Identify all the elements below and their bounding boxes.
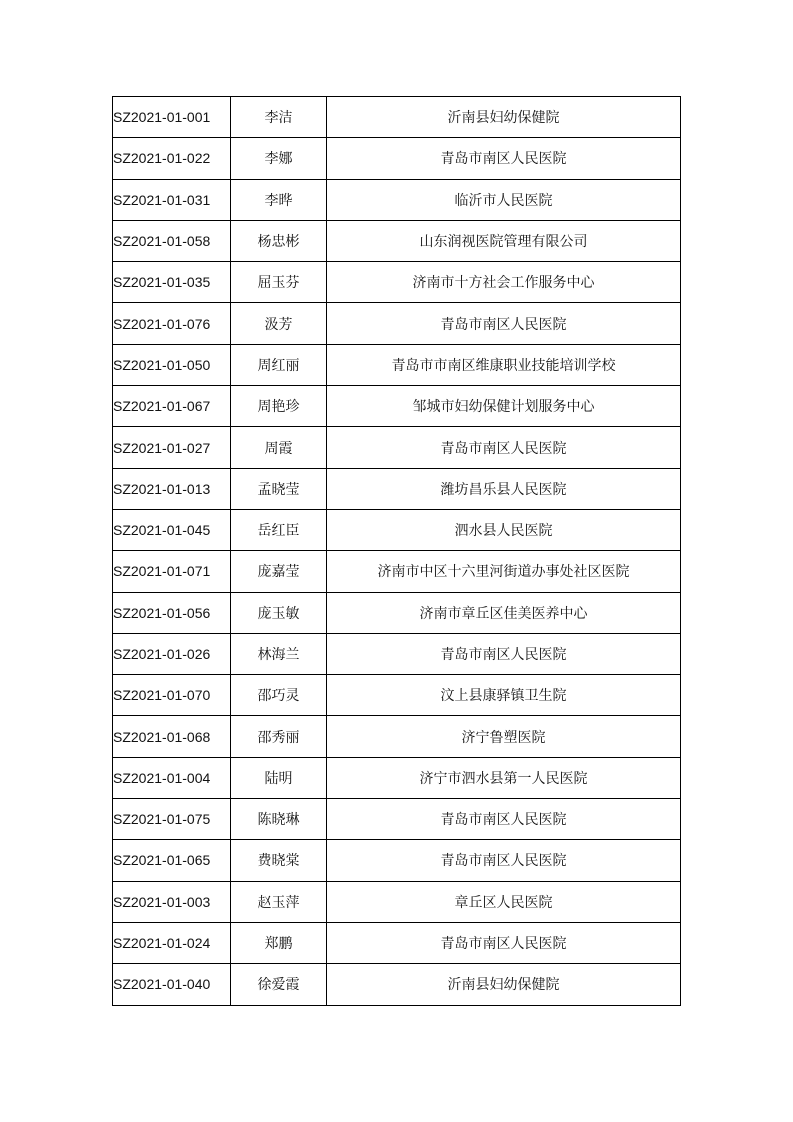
organization-cell: 沂南县妇幼保健院 — [327, 964, 681, 1005]
table-row — [113, 922, 681, 963]
roster-table-body — [113, 97, 681, 1006]
table-row — [113, 881, 681, 922]
person-name-cell: 周艳珍 — [231, 386, 327, 427]
person-name-cell: 李晔 — [231, 179, 327, 220]
person-name-cell: 杨忠彬 — [231, 220, 327, 261]
person-name-cell: 邵巧灵 — [231, 675, 327, 716]
organization-cell: 青岛市南区人民医院 — [327, 303, 681, 344]
organization-cell: 邹城市妇幼保健计划服务中心 — [327, 386, 681, 427]
organization-cell: 章丘区人民医院 — [327, 881, 681, 922]
registration-code-cell: SZ2021-01-027 — [113, 427, 231, 468]
table-row — [113, 551, 681, 592]
organization-cell: 泗水县人民医院 — [327, 509, 681, 550]
registration-code-cell: SZ2021-01-045 — [113, 509, 231, 550]
table-row — [113, 220, 681, 261]
registration-code-cell: SZ2021-01-022 — [113, 138, 231, 179]
person-name-cell: 赵玉萍 — [231, 881, 327, 922]
registration-code-cell: SZ2021-01-076 — [113, 303, 231, 344]
registration-code-cell: SZ2021-01-050 — [113, 344, 231, 385]
person-name-cell: 周霞 — [231, 427, 327, 468]
table-row — [113, 592, 681, 633]
organization-cell: 济南市十方社会工作服务中心 — [327, 262, 681, 303]
registration-code-cell: SZ2021-01-001 — [113, 97, 231, 138]
registration-code-cell: SZ2021-01-067 — [113, 386, 231, 427]
table-row — [113, 138, 681, 179]
registration-code-cell: SZ2021-01-071 — [113, 551, 231, 592]
organization-cell: 济南市中区十六里河街道办事处社区医院 — [327, 551, 681, 592]
organization-cell: 临沂市人民医院 — [327, 179, 681, 220]
organization-cell: 济宁市泗水县第一人民医院 — [327, 757, 681, 798]
registration-code-cell: SZ2021-01-031 — [113, 179, 231, 220]
table-row — [113, 716, 681, 757]
registration-code-cell: SZ2021-01-070 — [113, 675, 231, 716]
organization-cell: 汶上县康驿镇卫生院 — [327, 675, 681, 716]
registration-code-cell: SZ2021-01-056 — [113, 592, 231, 633]
organization-cell: 青岛市南区人民医院 — [327, 799, 681, 840]
table-row — [113, 468, 681, 509]
organization-cell: 沂南县妇幼保健院 — [327, 97, 681, 138]
registration-code-cell: SZ2021-01-026 — [113, 633, 231, 674]
person-name-cell: 岳红臣 — [231, 509, 327, 550]
table-row — [113, 344, 681, 385]
table-row — [113, 97, 681, 138]
organization-cell: 青岛市南区人民医院 — [327, 922, 681, 963]
organization-cell: 青岛市市南区维康职业技能培训学校 — [327, 344, 681, 385]
registration-code-cell: SZ2021-01-040 — [113, 964, 231, 1005]
table-row — [113, 840, 681, 881]
person-name-cell: 林海兰 — [231, 633, 327, 674]
person-name-cell: 郑鹏 — [231, 922, 327, 963]
registration-code-cell: SZ2021-01-058 — [113, 220, 231, 261]
table-row — [113, 386, 681, 427]
registration-code-cell: SZ2021-01-035 — [113, 262, 231, 303]
table-row — [113, 427, 681, 468]
organization-cell: 青岛市南区人民医院 — [327, 138, 681, 179]
table-row — [113, 179, 681, 220]
table-row — [113, 262, 681, 303]
organization-cell: 山东润视医院管理有限公司 — [327, 220, 681, 261]
organization-cell: 青岛市南区人民医院 — [327, 840, 681, 881]
organization-cell: 济宁鲁塑医院 — [327, 716, 681, 757]
organization-cell: 青岛市南区人民医院 — [327, 427, 681, 468]
registration-code-cell: SZ2021-01-075 — [113, 799, 231, 840]
person-name-cell: 邵秀丽 — [231, 716, 327, 757]
table-row — [113, 964, 681, 1005]
registration-code-cell: SZ2021-01-003 — [113, 881, 231, 922]
registration-code-cell: SZ2021-01-013 — [113, 468, 231, 509]
person-name-cell: 周红丽 — [231, 344, 327, 385]
organization-cell: 济南市章丘区佳美医养中心 — [327, 592, 681, 633]
person-name-cell: 庞嘉莹 — [231, 551, 327, 592]
person-name-cell: 孟晓莹 — [231, 468, 327, 509]
registration-code-cell: SZ2021-01-065 — [113, 840, 231, 881]
table-row — [113, 799, 681, 840]
person-name-cell: 汲芳 — [231, 303, 327, 344]
person-name-cell: 陈晓琳 — [231, 799, 327, 840]
table-row — [113, 633, 681, 674]
table-row — [113, 757, 681, 798]
table-row — [113, 509, 681, 550]
person-name-cell: 李洁 — [231, 97, 327, 138]
table-row — [113, 675, 681, 716]
registration-code-cell: SZ2021-01-024 — [113, 922, 231, 963]
roster-table — [112, 96, 681, 1006]
person-name-cell: 屈玉芬 — [231, 262, 327, 303]
person-name-cell: 费晓棠 — [231, 840, 327, 881]
person-name-cell: 陆明 — [231, 757, 327, 798]
table-row — [113, 303, 681, 344]
registration-code-cell: SZ2021-01-068 — [113, 716, 231, 757]
registration-code-cell: SZ2021-01-004 — [113, 757, 231, 798]
organization-cell: 青岛市南区人民医院 — [327, 633, 681, 674]
person-name-cell: 李娜 — [231, 138, 327, 179]
organization-cell: 潍坊昌乐县人民医院 — [327, 468, 681, 509]
person-name-cell: 庞玉敏 — [231, 592, 327, 633]
person-name-cell: 徐爱霞 — [231, 964, 327, 1005]
